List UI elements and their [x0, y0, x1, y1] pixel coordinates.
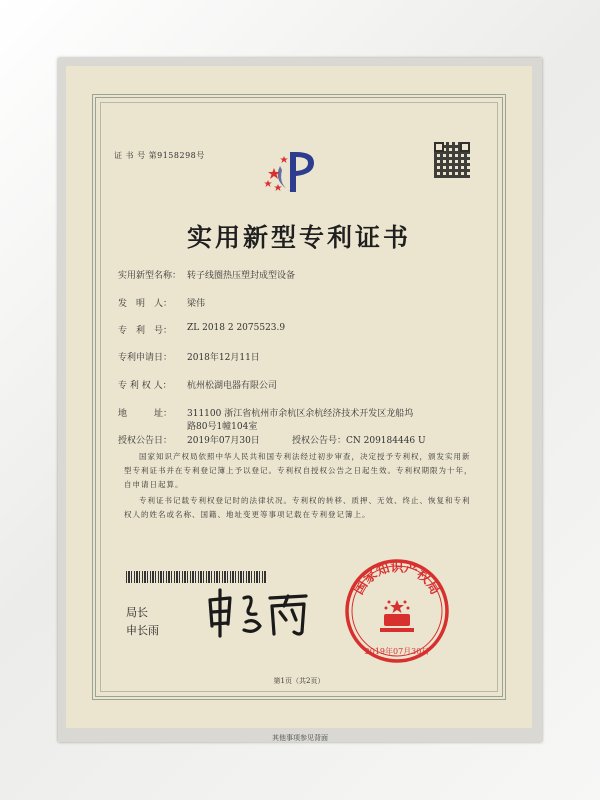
page-indicator: 第1页（共2页） [273, 677, 325, 685]
cnipa-logo-icon [262, 146, 322, 200]
signatory-title: 局长 [126, 606, 148, 619]
field-label: 实用新型名称： [118, 271, 182, 281]
field-value: 梁伟 [187, 299, 206, 309]
field-value: 路80号1幢104室 [187, 422, 258, 432]
barcode-icon [126, 571, 266, 583]
certificate-title: 实用新型专利证书 [186, 223, 411, 252]
field-label: 专利申请日： [118, 353, 173, 363]
signatory-name: 申长雨 [126, 624, 159, 637]
qr-code-icon [434, 142, 470, 178]
field-label: 专 利 号： [118, 326, 173, 336]
field-label: 授权公告日： [118, 436, 173, 446]
patent-certificate [66, 66, 532, 728]
svg-text:国家知识产权局: 国家知识产权局 [351, 560, 443, 598]
field-value: ZL 2018 2 2075523.9 [187, 323, 286, 333]
field-value: 2019年07月30日 [187, 436, 260, 446]
field-label: 地 址： [118, 409, 173, 419]
legal-paragraph-1: 国家知识产权局依照中华人民共和国专利法经过初步审查，决定授予专利权，颁发实用新型专利证书并在专利登记簿上予以登记。专利权自授权公告之日起生效。专利权期限为十年，自申请日起算。 [124, 452, 473, 489]
grant-publication-number: 授权公告号：CN 209184446 U [292, 436, 426, 446]
field-label: 发 明 人： [118, 299, 173, 309]
official-seal-icon [342, 556, 452, 666]
field-label: 专 利 权 人： [118, 381, 172, 391]
footer-note: 其他事项参见背面 [272, 734, 328, 742]
field-value: 2018年12月11日 [187, 353, 260, 363]
field-value: 转子线圈热压塑封成型设备 [187, 271, 296, 281]
certificate-number: 证 书 号 第9158298号 [114, 151, 205, 160]
field-value: 311100 浙江省杭州市余杭区余杭经济技术开发区龙船坞 [187, 409, 414, 419]
field-value: 杭州松湖电器有限公司 [187, 381, 278, 391]
stamp-date: 2019年07月30日 [364, 647, 430, 656]
legal-paragraph-2: 专利证书记载专利权登记时的法律状况。专利权的转移、质押、无效、终止、恢复和专利权人的姓名或名称、国籍、地址变更等事项记载在专利登记簿上。 [124, 496, 471, 519]
handwritten-signature-icon [204, 586, 314, 638]
